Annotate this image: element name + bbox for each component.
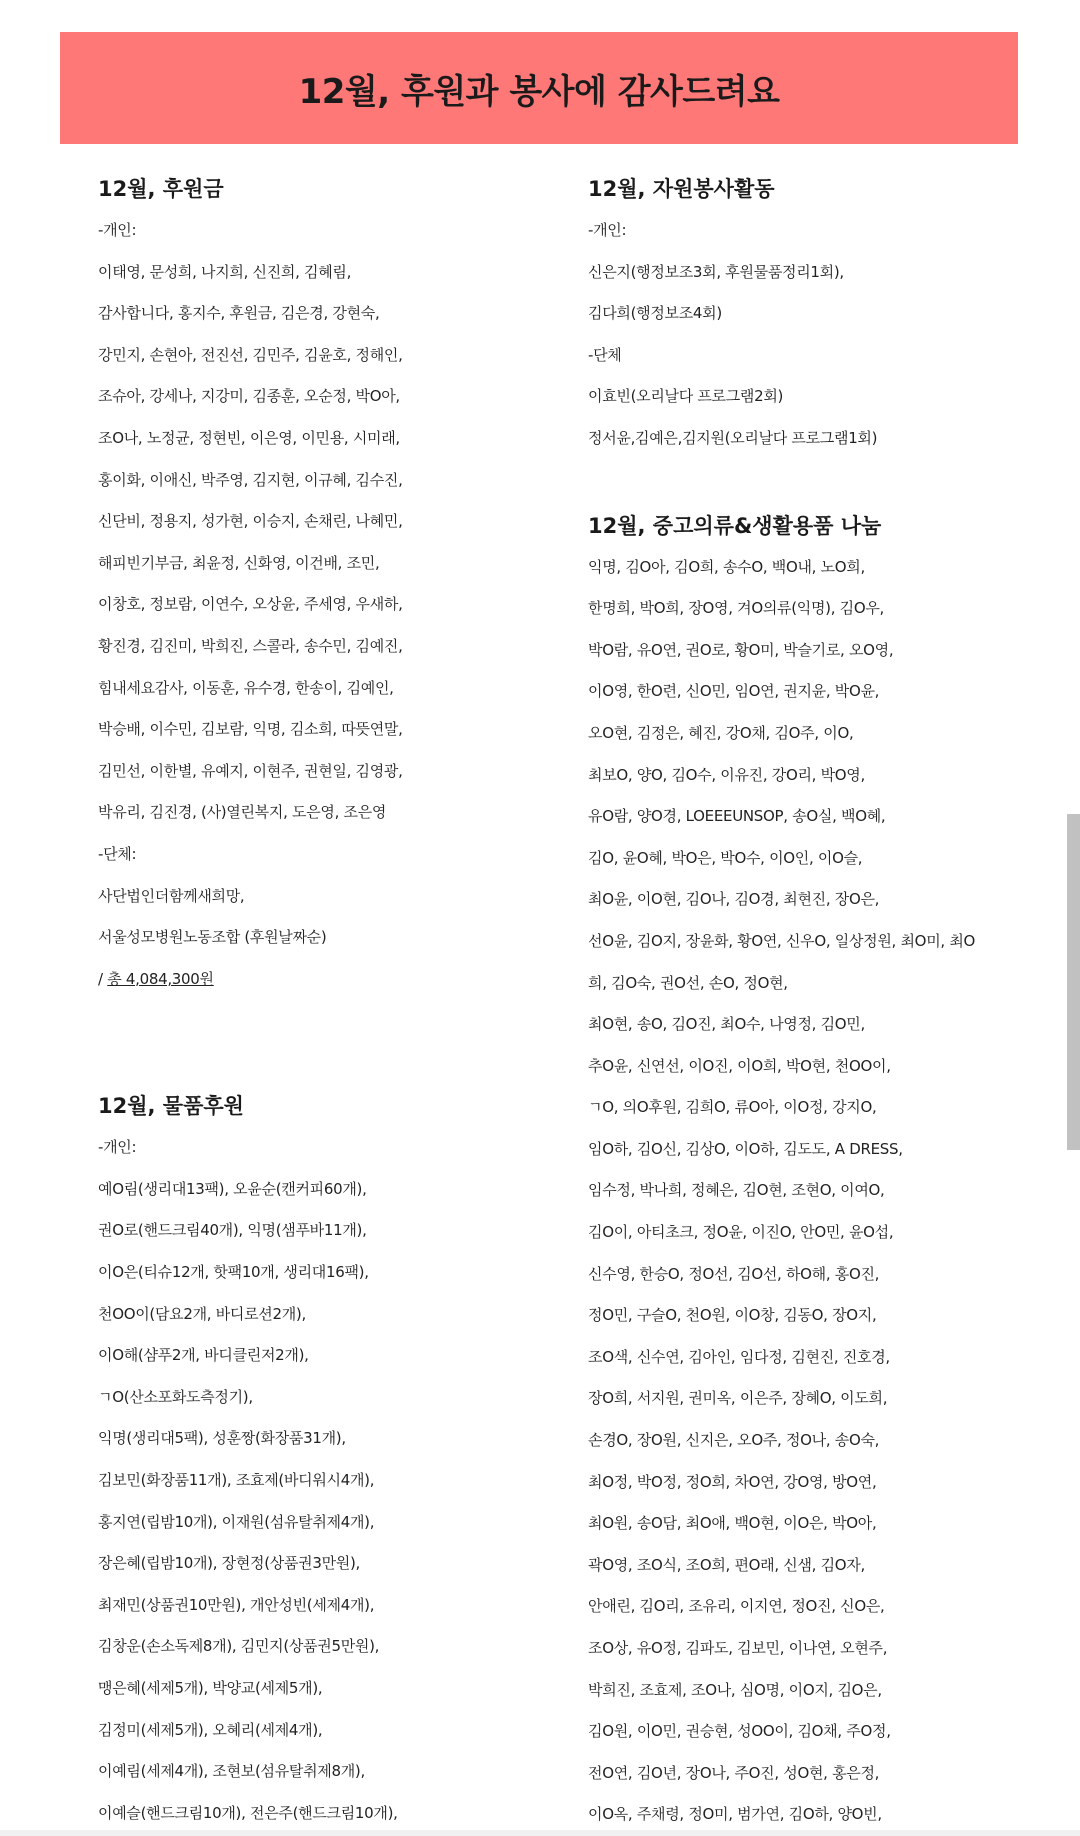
list-item: 김보민(화장품11개), 조효제(바디워시4개), bbox=[98, 1471, 375, 1490]
list-item: 김민선, 이한별, 유예지, 이현주, 권현일, 김영광, bbox=[98, 761, 403, 780]
list-item: 조O나, 노정균, 정현빈, 이은영, 이민용, 시미래, bbox=[98, 428, 400, 447]
donations-individual-label: -개인: bbox=[98, 221, 137, 239]
list-item: 강민지, 손현아, 전진선, 김민주, 김윤호, 정해인, bbox=[98, 345, 403, 364]
list-item: 김O, 윤O혜, 박O은, 박O수, 이O인, 이O슬, bbox=[588, 848, 863, 867]
list-item: 김창운(손소독제8개), 김민지(상품권5만원), bbox=[98, 1637, 380, 1656]
list-item: 최재민(상품권10만원), 개안성빈(세제4개), bbox=[98, 1595, 375, 1614]
list-item: 정O민, 구슬O, 천O원, 이O창, 김동O, 장O지, bbox=[588, 1306, 877, 1325]
list-item: 안애린, 김O리, 조유리, 이지연, 정O진, 신O은, bbox=[588, 1597, 885, 1616]
list-item: 곽O영, 조O식, 조O희, 편O래, 신샘, 김O자, bbox=[588, 1555, 865, 1574]
list-item: 이예슬(핸드크림10개), 전은주(핸드크림10개), bbox=[98, 1803, 398, 1822]
list-item: 유O람, 양O경, LOEEEUNSOP, 송O실, 백O혜, bbox=[588, 807, 886, 826]
list-item: 사단법인더함께새희망, bbox=[98, 886, 245, 905]
clothing-list bbox=[588, 547, 1028, 1836]
list-item: 황진경, 김진미, 박희진, 스콜라, 송수민, 김예진, bbox=[98, 636, 403, 655]
donations-group-label: -단체: bbox=[98, 844, 137, 863]
list-item: 김정미(세제5개), 오혜리(세제4개), bbox=[98, 1720, 323, 1739]
list-item: 장은혜(립밤10개), 장현정(상품권3만원), bbox=[98, 1554, 361, 1573]
banner bbox=[60, 32, 1018, 144]
list-item: 임수정, 박나희, 정혜은, 김O현, 조현O, 이여O, bbox=[588, 1181, 885, 1200]
list-item: 최O정, 박O정, 정O희, 차O연, 강O영, 방O연, bbox=[588, 1472, 877, 1491]
list-item: 신수영, 한승O, 정O선, 김O선, 하O해, 홍O진, bbox=[588, 1264, 880, 1283]
list-item: 권O로(핸드크림40개), 익명(샘푸바11개), bbox=[98, 1221, 367, 1240]
donations-total bbox=[98, 959, 538, 1001]
left-column bbox=[98, 168, 538, 1834]
list-item: 천OO이(담요2개, 바디로션2개), bbox=[98, 1304, 306, 1323]
bottom-edge bbox=[0, 1830, 1080, 1836]
list-item: 이예림(세제4개), 조현보(섬유탈취제8개), bbox=[98, 1762, 365, 1781]
list-item: 이O해(샴푸2개, 바디클린저2개), bbox=[98, 1346, 309, 1365]
list-item: 익명, 김O아, 김O희, 송수O, 백O내, 노O희, bbox=[588, 557, 865, 576]
list-item: 조O색, 신수연, 김아인, 임다정, 김현진, 진호경, bbox=[588, 1347, 890, 1366]
list-item: 조슈아, 강세나, 지강미, 김종훈, 오순정, 박O아, bbox=[98, 387, 400, 406]
list-item: 장O희, 서지원, 권미옥, 이은주, 장혜O, 이도희, bbox=[588, 1389, 888, 1408]
list-item: 희, 김O숙, 권O선, 손O, 정O현, bbox=[588, 973, 788, 992]
list-item: 이O은(티슈12개, 핫팩10개, 생리대16팩), bbox=[98, 1263, 369, 1282]
list-item: 신은지(행정보조3회, 후원물품정리1회), bbox=[588, 262, 844, 281]
list-item: 서울성모병원노동조합 (후원날짜순) bbox=[98, 928, 327, 947]
list-item: ㄱO, 의O후원, 김희O, 류O아, 이O정, 강지O, bbox=[588, 1098, 877, 1117]
list-item: 최O윤, 이O현, 김O나, 김O경, 최현진, 장O은, bbox=[588, 890, 880, 909]
list-item: 조O상, 유O정, 김파도, 김보민, 이나연, 오현주, bbox=[588, 1639, 888, 1657]
clothing-section bbox=[588, 505, 1028, 1836]
list-item: 힘내세요감사, 이동훈, 유수경, 한송이, 김예인, bbox=[98, 678, 394, 697]
donations-title: 12월, 후원금 bbox=[98, 177, 224, 201]
list-item: 홍이화, 이애신, 박주영, 김지현, 이규혜, 김수진, bbox=[98, 470, 403, 489]
volunteer-individual-list bbox=[588, 252, 1028, 335]
list-item: 최O원, 송O담, 최O애, 백O현, 이O은, 박O아, bbox=[588, 1514, 877, 1533]
list-item: 이창호, 정보람, 이연수, 오상윤, 주세영, 우새하, bbox=[98, 595, 403, 614]
list-item: 익명(생리대5팩), 성훈짱(화장품31개), bbox=[98, 1429, 346, 1448]
list-item: ㄱO(산소포화도측정기), bbox=[98, 1387, 253, 1406]
donations-section bbox=[98, 168, 538, 1000]
volunteer-section bbox=[588, 168, 1028, 460]
donations-group-list bbox=[98, 876, 538, 959]
list-item: 김O이, 아티초크, 정O윤, 이진O, 안O민, 윤O섭, bbox=[588, 1223, 894, 1242]
list-item: 전O연, 김O년, 장O나, 주O진, 성O현, 홍은정, bbox=[588, 1763, 880, 1782]
list-item: 박승배, 이수민, 김보람, 익명, 김소희, 따뜻연말, bbox=[98, 720, 403, 739]
page-title: 12월, 후원과 봉사에 감사드려요 bbox=[298, 71, 780, 112]
goods-section bbox=[98, 1085, 538, 1834]
volunteer-group-label: -단체 bbox=[588, 345, 622, 364]
list-item: 정서윤,김예은,김지원(오리날다 프로그램1회) bbox=[588, 428, 878, 447]
volunteer-group-list bbox=[588, 376, 1028, 459]
list-item: 이O영, 한O련, 신O민, 임O연, 권지윤, 박O윤, bbox=[588, 682, 880, 701]
list-item: 김다희(행정보조4회) bbox=[588, 304, 722, 323]
scrollbar-thumb[interactable] bbox=[1067, 814, 1080, 1150]
list-item: 감사합니다, 홍지수, 후원금, 김은경, 강현숙, bbox=[98, 304, 380, 323]
list-item: 선O윤, 김O지, 장윤화, 황O연, 신우O, 일상정원, 최O미, 최O bbox=[588, 931, 976, 950]
list-item: 손경O, 장O원, 신지은, 오O주, 정O나, 송O숙, bbox=[588, 1431, 880, 1450]
list-item: 홍지연(립밤10개), 이재원(섬유탈취제4개), bbox=[98, 1512, 375, 1531]
list-item: 오O현, 김정은, 혜진, 강O채, 김O주, 이O, bbox=[588, 723, 854, 742]
list-item: 박O람, 유O연, 권O로, 황O미, 박슬기로, 오O영, bbox=[588, 640, 894, 659]
volunteer-individual-label: -개인: bbox=[588, 221, 627, 239]
goods-list bbox=[98, 1169, 538, 1835]
list-item: 이태영, 문성희, 나지희, 신진희, 김혜림, bbox=[98, 262, 352, 281]
list-item: 해피빈기부금, 최윤정, 신화영, 이건배, 조민, bbox=[98, 553, 380, 572]
list-item: 박유리, 김진경, (사)열린복지, 도은영, 조은영 bbox=[98, 803, 387, 822]
list-item: 김O원, 이O민, 권승현, 성OO이, 김O채, 주O정, bbox=[588, 1722, 891, 1741]
list-item: 추O윤, 신연선, 이O진, 이O희, 박O현, 천OO이, bbox=[588, 1056, 891, 1075]
donations-individual-list bbox=[98, 252, 538, 834]
list-item: 이효빈(오리날다 프로그램2회) bbox=[588, 387, 784, 406]
total-prefix: / bbox=[98, 969, 108, 988]
list-item: 임O하, 김O신, 김상O, 이O하, 김도도, A DRESS, bbox=[588, 1139, 903, 1158]
goods-individual-label: -개인: bbox=[98, 1138, 137, 1157]
list-item: 신단비, 정용지, 성가현, 이승지, 손채린, 나혜민, bbox=[98, 512, 403, 531]
list-item: 예O림(생리대13팩), 오윤순(캔커피60개), bbox=[98, 1179, 367, 1198]
list-item: 이O옥, 주채령, 정O미, 범가연, 김O하, 양O빈, bbox=[588, 1805, 882, 1824]
goods-title: 12월, 물품후원 bbox=[98, 1094, 244, 1119]
list-item: 최보O, 양O, 김O수, 이유진, 강O리, 박O영, bbox=[588, 765, 865, 784]
right-column bbox=[588, 168, 1028, 1836]
clothing-title: 12월, 중고의류&생활용품 나눔 bbox=[588, 513, 882, 538]
list-item: 최O현, 송O, 김O진, 최O수, 나영정, 김O민, bbox=[588, 1015, 865, 1034]
list-item: 박희진, 조효제, 조O나, 심O명, 이O지, 김O은, bbox=[588, 1680, 882, 1699]
list-item: 한명희, 박O희, 장O영, 겨O의류(익명), 김O우, bbox=[588, 599, 885, 618]
total-amount: 총 4,084,300원 bbox=[107, 969, 214, 988]
list-item: 맹은혜(세제5개), 박양교(세제5개), bbox=[98, 1679, 323, 1697]
volunteer-title: 12월, 자원봉사활동 bbox=[588, 177, 775, 201]
